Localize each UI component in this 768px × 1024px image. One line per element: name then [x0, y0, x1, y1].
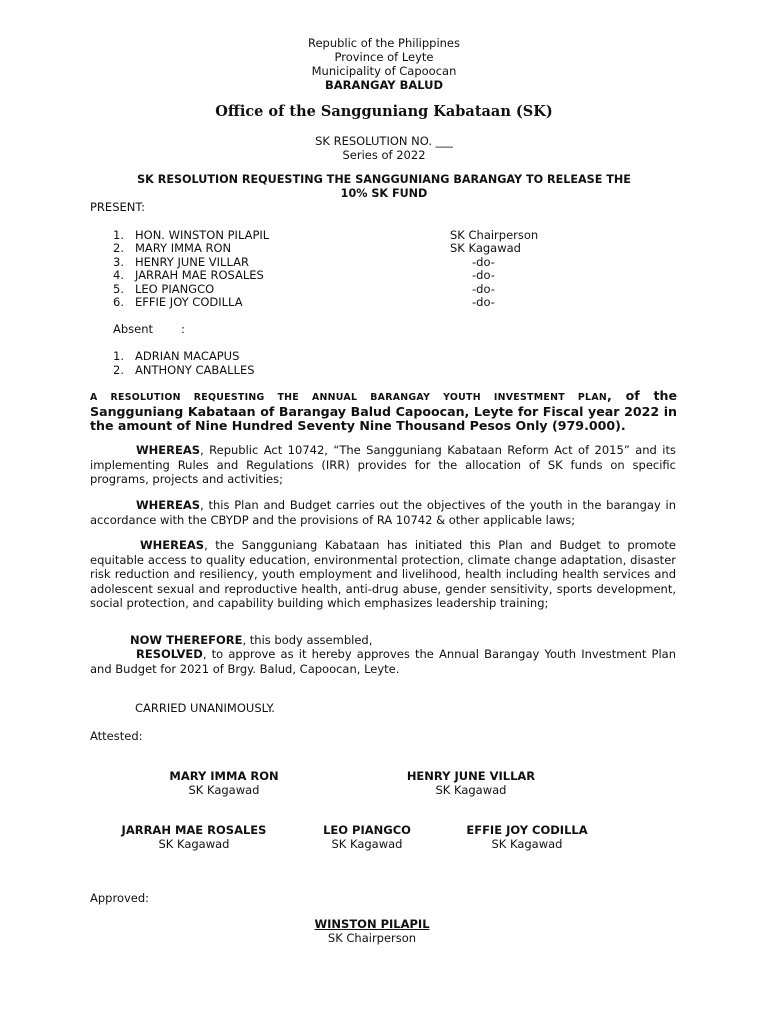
whereas-paragraph-2	[90, 498, 676, 527]
list-item-number: 2.	[113, 363, 124, 377]
whereas-text: , the Sangguniang Kabataan has initiated this Plan and Budget to promote equitable access to quality education, environmental protection, climate change adaptation, disaster risk reduction and resiliency, youth employment and livelihood, health including health services and adolescent sexual and reproductive health, anti-drug abuse, gender sensitivity, sports development, social protection, and capability building which emphasizes leadership training;	[90, 538, 676, 611]
list-item	[113, 255, 249, 269]
list-item-role: -do-	[472, 295, 495, 309]
list-item	[113, 282, 214, 296]
resolved-paragraph	[90, 647, 676, 676]
list-item-role: SK Chairperson	[450, 228, 539, 242]
resolved-text: , to approve as it hereby approves the Annual Barangay Youth Investment Plan and Budget for 2021 of Brgy. Balud, Capoocan, Leyte.	[90, 647, 676, 676]
signatory-name: MARY IMMA RON	[169, 769, 279, 783]
signatory-role: SK Kagawad	[331, 837, 403, 851]
list-item-name: MARY IMMA RON	[135, 241, 232, 255]
attested-label: Attested:	[90, 729, 143, 743]
list-item-name: LEO PIANGCO	[135, 282, 215, 296]
header-province: Province of Leyte	[334, 50, 434, 64]
approver-name: WINSTON PILAPIL	[314, 917, 430, 931]
list-item	[113, 349, 239, 363]
list-item-name: ADRIAN MACAPUS	[135, 349, 240, 363]
signatory-role: SK Kagawad	[491, 837, 563, 851]
resolution-intro-lead: A RESOLUTION REQUESTING THE ANNUAL BARANGAY YOUTH INVESTMENT PLAN	[90, 392, 608, 403]
signatory-name: LEO PIANGCO	[323, 823, 411, 837]
resolution-intro	[90, 389, 677, 433]
list-item	[113, 241, 231, 255]
signatory-role: SK Kagawad	[188, 783, 260, 797]
whereas-text: , this Plan and Budget carries out the objectives of the youth in the barangay in accordance with the CBYDP and the provisions of RA 10742 & other applicable laws;	[90, 498, 676, 527]
list-item	[113, 295, 243, 309]
list-item-name: HON. WINSTON PILAPIL	[135, 228, 270, 242]
resolution-intro-rest: , of the Sangguniang Kabataan of Barangay Balud Capoocan, Leyte for Fiscal year 2022 in the amount of Nine Hundred Seventy Nine Thousand Pesos Only (979.000).	[90, 388, 677, 433]
list-item	[113, 268, 264, 282]
list-item-role: -do-	[472, 255, 495, 269]
resolution-title-line2: 10% SK FUND	[340, 187, 428, 200]
list-item-name: JARRAH MAE ROSALES	[135, 268, 264, 282]
list-item-name: ANTHONY CABALLES	[135, 363, 255, 377]
absent-label-text: Absent	[113, 322, 154, 336]
resolution-number: SK RESOLUTION NO. ___	[315, 134, 453, 148]
whereas-keyword: WHEREAS	[136, 443, 201, 457]
absent-colon: :	[181, 322, 185, 336]
list-item-role: -do-	[472, 282, 495, 296]
signatory-name: HENRY JUNE VILLAR	[406, 769, 536, 783]
list-item-role: -do-	[472, 268, 495, 282]
header-barangay: BARANGAY BALUD	[324, 78, 444, 92]
list-item-number: 2.	[113, 241, 124, 255]
list-item-number: 6.	[113, 295, 124, 309]
whereas-text: , Republic Act 10742, “The Sangguniang Kabataan Reform Act of 2015” and its implementing Rules and Regulations (IRR) provides for the allocation of SK funds on specific programs, projects and activities;	[90, 443, 676, 487]
whereas-paragraph-3	[90, 538, 676, 611]
signatory-name: EFFIE JOY CODILLA	[466, 823, 588, 837]
list-item-name: HENRY JUNE VILLAR	[135, 255, 249, 269]
approved-label: Approved:	[90, 891, 150, 905]
now-therefore-text: , this body assembled,	[242, 633, 373, 647]
resolution-series: Series of 2022	[342, 148, 426, 162]
list-item-name: EFFIE JOY CODILLA	[135, 295, 243, 309]
whereas-keyword: WHEREAS	[136, 498, 201, 512]
list-item-number: 3.	[113, 255, 124, 269]
now-therefore-keyword: NOW THEREFORE	[130, 633, 243, 647]
list-item	[113, 363, 255, 377]
present-label: PRESENT:	[90, 200, 145, 214]
list-item-number: 4.	[113, 268, 124, 282]
header-republic: Republic of the Philippines	[307, 36, 461, 50]
signatory-role: SK Kagawad	[158, 837, 230, 851]
list-item-number: 5.	[113, 282, 124, 296]
whereas-paragraph-1	[90, 443, 676, 487]
list-item-role: SK Kagawad	[450, 241, 521, 255]
carried-unanimously: CARRIED UNANIMOUSLY.	[135, 701, 275, 715]
resolved-keyword: RESOLVED	[136, 647, 203, 661]
header-municipality: Municipality of Capoocan	[311, 64, 457, 78]
list-item-number: 1.	[113, 349, 124, 363]
absent-label	[113, 322, 185, 336]
list-item	[113, 228, 269, 242]
office-title: Office of the Sangguniang Kabataan (SK)	[215, 103, 553, 120]
signatory-name: JARRAH MAE ROSALES	[121, 823, 267, 837]
signatory-role: SK Kagawad	[435, 783, 507, 797]
resolution-title-line1: SK RESOLUTION REQUESTING THE SANGGUNIANG BARANGAY TO RELEASE THE	[137, 173, 631, 186]
approver-role: SK Chairperson	[327, 931, 417, 945]
whereas-keyword: WHEREAS	[140, 538, 205, 552]
now-therefore	[130, 633, 372, 647]
list-item-number: 1.	[113, 228, 124, 242]
